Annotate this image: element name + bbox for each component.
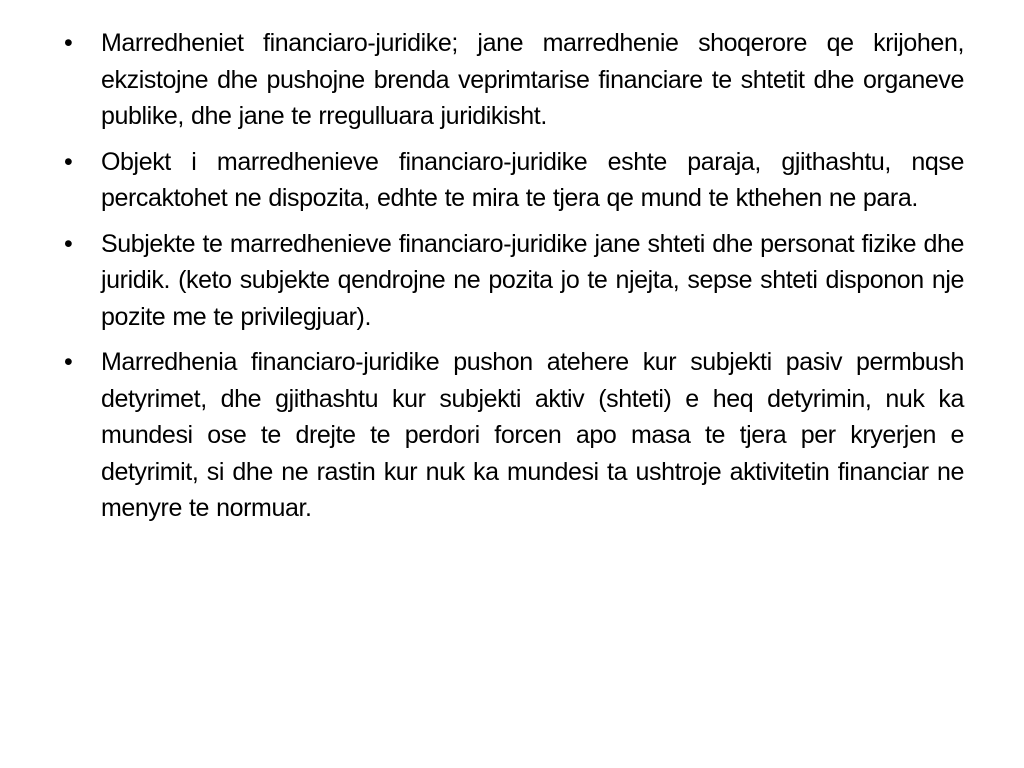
bullet-item-2: [64, 144, 964, 217]
bullet-icon: •: [64, 229, 73, 258]
bullet-item-4: [64, 344, 964, 527]
bullet-text-4: Marredhenia financiaro-juridike pushon atehere kur subjekti pasiv permbush detyrimet, dhe gjithashtu kur subjekti aktiv (shteti) e heq detyrimin, nuk ka mundesi ose te drejte te perdori forcen apo masa te tjera per kryerjen e detyrimit, si dhe ne rastin kur nuk ka mundesi ta ushtroje aktivitetin financiar ne menyre te normuar.: [101, 348, 964, 522]
bullet-text-2: Objekt i marredhenieve financiaro-juridike eshte paraja, gjithashtu, nqse percaktohet ne dispozita, edhte te mira te tjera qe mund te kthehen ne para.: [101, 147, 964, 212]
bullet-icon: •: [64, 348, 73, 376]
bullet-text-3: Subjekte te marredhenieve financiaro-juridike jane shteti dhe personat fizike dhe juridik. (keto subjekte qendrojne ne pozita jo te njejta, sepse shteti disponon nje pozite me te privilegjuar).: [101, 229, 964, 331]
bullet-icon: •: [64, 147, 73, 176]
bullet-text-1: Marredheniet financiaro-juridike; jane marredhenie shoqerore qe krijohen, ekzistojne dhe pushojne brenda veprimtarise financiare te shtetit dhe organeve publike, dhe jane te rregulluara juridikisht.: [101, 29, 964, 130]
bullet-item-3: [64, 226, 964, 336]
bullet-item-1: [64, 25, 964, 135]
bullet-list: [64, 25, 964, 527]
bullet-icon: •: [64, 29, 73, 57]
